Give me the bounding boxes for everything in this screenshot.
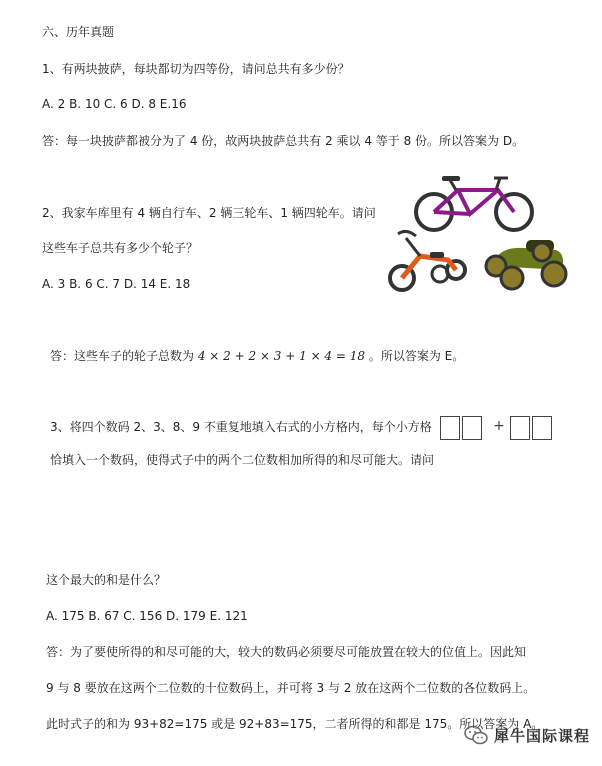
question-3-options: A. 175 B. 67 C. 156 D. 179 E. 121 — [46, 609, 248, 623]
answer-prefix: 答：这些车子的轮子总数为 — [50, 349, 195, 363]
question-2-line-2: 这些车子总共有多少个轮子？ — [42, 241, 199, 255]
question-1-options: A. 2 B. 10 C. 6 D. 8 E.16 — [42, 97, 187, 111]
question-1: 1、有两块披萨，每块都切为四等份，请问总共有多少份？ — [42, 62, 350, 76]
watermark — [464, 722, 590, 748]
digit-box — [532, 416, 552, 440]
question-2-answer — [50, 348, 464, 364]
wechat-icon — [464, 725, 488, 745]
vehicles-illustration — [386, 170, 586, 300]
digit-boxes-expression — [438, 416, 562, 444]
digit-box — [510, 416, 530, 440]
plus-sign: + — [493, 418, 505, 434]
question-3-answer-line-2: 9 与 8 要放在这两个二位数的十位数码上，并可将 3 与 2 放在这两个二位数的各位数码上。 — [46, 681, 536, 695]
bicycle-icon — [416, 176, 532, 230]
question-2-options: A. 3 B. 6 C. 7 D. 14 E. 18 — [42, 277, 191, 291]
question-3-answer-line-3: 此时式子的和为 93+82=175 或是 92+83=175，二者所得的和都是 175。所以答案为 A。 — [46, 717, 544, 731]
question-3-line-3: 这个最大的和是什么？ — [46, 573, 167, 587]
digit-box — [440, 416, 460, 440]
watermark-text: 犀牛国际课程 — [493, 726, 590, 745]
question-3-answer-line-1: 答：为了要使所得的和尽可能的大，较大的数码必须要尽可能放置在较大的位值上。因此知 — [46, 645, 527, 659]
question-2-line-1: 2、我家车库里有 4 辆自行车、2 辆三轮车、1 辆四轮车。请问 — [42, 206, 376, 220]
section-title: 六、历年真题 — [42, 25, 115, 39]
four-wheeler-icon — [486, 240, 566, 289]
question-3-line-1: 3、将四个数码 2、3、8、9 不重复地填入右式的小方格内，每个小方格 — [50, 420, 432, 434]
question-3-line-2: 恰填入一个数码，使得式子中的两个二位数相加所得的和尽可能大。请问 — [50, 453, 435, 467]
answer-suffix: 。所以答案为 E。 — [368, 349, 465, 363]
digit-box — [462, 416, 482, 440]
tricycle-icon — [390, 231, 465, 290]
answer-formula: 4 × 2 + 2 × 3 + 1 × 4 = 18 — [197, 349, 366, 363]
question-1-answer: 答：每一块披萨都被分为了 4 份，故两块披萨总共有 2 乘以 4 等于 8 份。所以答案为 D。 — [42, 134, 525, 148]
